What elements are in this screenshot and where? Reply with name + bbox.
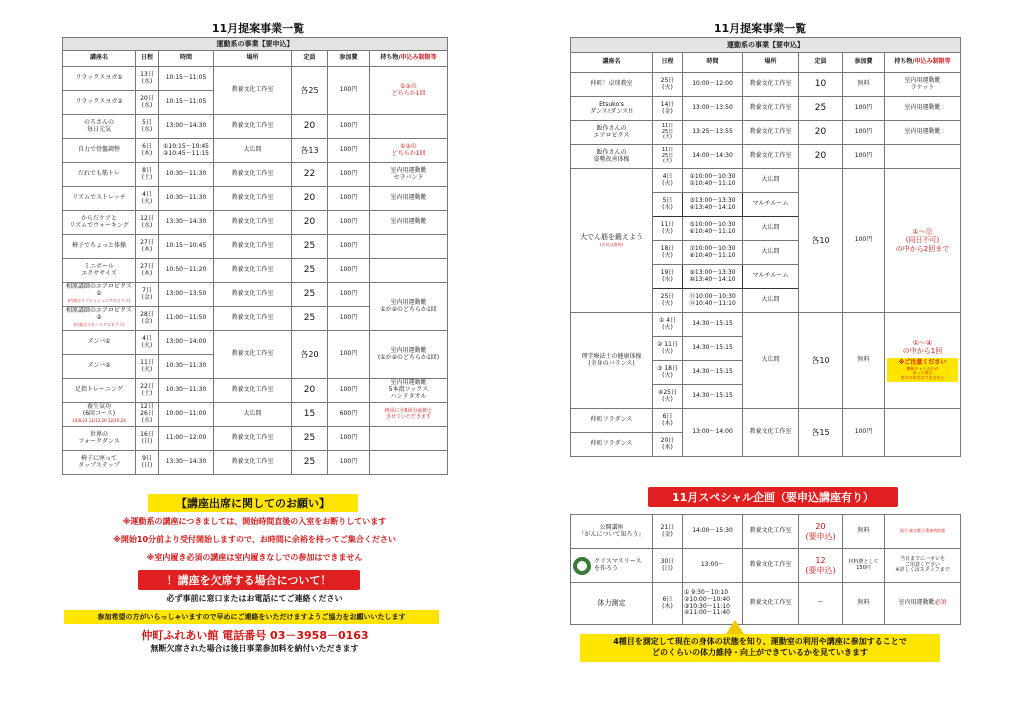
- table-cell: 足指トレーニング: [63, 379, 136, 403]
- table-cell: 18日 (火): [653, 241, 683, 265]
- table-row: [571, 145, 961, 169]
- table-cell: 100円: [328, 451, 370, 475]
- table-cell: 教養文化工作室: [214, 235, 292, 259]
- table-cell: 100円: [328, 187, 370, 211]
- cell-text: 相原講師のエアロビクス②: [66, 307, 132, 322]
- table-cell: 100円: [843, 121, 885, 145]
- table-cell: 10:50～11:20: [159, 259, 214, 283]
- col-capacity: 定員: [799, 53, 843, 73]
- cell-text: (内容はリフレッシュエアロビクス): [67, 297, 131, 303]
- table-cell: 教養文化工作室: [214, 451, 292, 475]
- table-cell: 12 (要申込): [799, 549, 843, 583]
- cell-text: ①～④ の中から1回: [902, 338, 943, 355]
- table-cell: 仲町フラダンス: [571, 433, 653, 457]
- table-row: [571, 97, 961, 121]
- table-cell: 22: [292, 163, 328, 187]
- table-cell: 25: [292, 283, 328, 307]
- table-cell: 室内用運動靴 ①か②のどちらか1回: [370, 283, 448, 331]
- cell-text: 養生気功 (6回コース): [82, 403, 116, 418]
- table-cell: 10:00～11:00: [159, 403, 214, 427]
- table-cell: 20: [292, 115, 328, 139]
- table-cell: 教養文化工作室: [214, 67, 292, 115]
- table-cell: Etsuko's ダンス!ダンス!!: [571, 97, 653, 121]
- table-cell: 各10: [799, 313, 843, 409]
- table-cell: 自力で骨盤調整: [63, 139, 136, 163]
- table-cell: 20日 (木): [653, 433, 683, 457]
- right-banner: 運動系の事業【要申込】: [571, 38, 961, 53]
- table-cell: リラックスヨガ①: [63, 67, 136, 91]
- table-cell: [63, 283, 136, 307]
- right-schedule-table: [570, 37, 961, 457]
- table-cell: 各20: [292, 331, 328, 379]
- table-cell: 室内用運動靴: [370, 187, 448, 211]
- table-cell: ミニボール エクササイズ: [63, 259, 136, 283]
- table-cell: 教養文化工作室: [214, 379, 292, 403]
- table-cell: ③13:00～13:30 ④13:40～14:10: [683, 193, 743, 217]
- table-cell: 14:30～15:15: [683, 385, 743, 409]
- table-cell: からだケアと リズムでウォーキング: [63, 211, 136, 235]
- special-heading: 11月スペシャル企画（要申込講座有り）: [648, 487, 898, 507]
- table-cell: 大広間: [743, 313, 799, 409]
- table-cell: 教養文化工作室: [743, 121, 799, 145]
- table-cell: 教養文化工作室: [743, 549, 799, 583]
- table-cell: 100円: [328, 211, 370, 235]
- table-row: [571, 169, 961, 193]
- table-cell: 22日 (土): [136, 379, 159, 403]
- table-cell: 教養文化工作室: [214, 283, 292, 307]
- table-row: [571, 515, 961, 549]
- table-cell: ③ 18日 (火): [653, 361, 683, 385]
- table-cell: 20: [799, 121, 843, 145]
- left-schedule-table: [62, 37, 448, 475]
- table-cell: 椅子に座って タップステップ: [63, 451, 136, 475]
- table-cell: 14:30～15:15: [683, 361, 743, 385]
- table-row: [63, 403, 448, 427]
- table-row: [571, 583, 961, 625]
- table-cell: のろさんの 毎日元気: [63, 115, 136, 139]
- table-cell: 100円: [328, 115, 370, 139]
- table-cell: 室内用運動靴: [885, 97, 961, 121]
- table-cell: 13:00～14:00: [683, 409, 743, 457]
- table-cell: 100円: [328, 235, 370, 259]
- table-cell: 12日 26日 (水): [136, 403, 159, 427]
- table-cell: 11日 (火): [653, 217, 683, 241]
- table-row: [571, 121, 961, 145]
- table-cell: 公開講座 『がんについて知ろう』: [571, 515, 653, 549]
- table-cell: 11日 (火): [136, 355, 159, 379]
- cell-text: 無断キャンセルが あった場合 室内の休会はできません: [900, 365, 945, 380]
- table-cell: 100円: [843, 409, 885, 457]
- table-cell: 20: [292, 187, 328, 211]
- table-cell: 25: [292, 259, 328, 283]
- table-cell: 無料: [843, 583, 885, 625]
- table-cell: 教養文化工作室: [743, 515, 799, 549]
- table-row: [63, 139, 448, 163]
- table-cell: だれでも筋トレ: [63, 163, 136, 187]
- table-row: [63, 163, 448, 187]
- wreath-icon: [573, 557, 591, 575]
- table-cell: 教養文化工作室: [214, 211, 292, 235]
- table-cell: 6日 (木): [653, 583, 683, 625]
- table-cell: 教養文化工作室: [214, 331, 292, 379]
- table-row: [571, 73, 961, 97]
- table-cell: 13:00～13:50: [683, 97, 743, 121]
- table-cell: 協力:東京都立墨東病院様: [885, 515, 961, 549]
- table-cell: 教養文化工作室: [743, 409, 799, 457]
- table-cell: 11日 25日 (火): [653, 145, 683, 169]
- table-cell: [885, 583, 961, 625]
- table-row: [63, 379, 448, 403]
- table-cell: ⑨13:00～13:30 ⑩13:40～14:10: [683, 265, 743, 289]
- col-date: 日程: [653, 53, 683, 73]
- right-title: 11月提案事業一覧: [713, 22, 807, 35]
- table-cell: 13:00～14:30: [159, 115, 214, 139]
- table-row: [63, 331, 448, 355]
- table-cell: リラックスヨガ②: [63, 91, 136, 115]
- table-cell: ① 4日 (火): [653, 313, 683, 337]
- table-cell: 100円: [328, 163, 370, 187]
- special-table: [570, 514, 961, 625]
- table-cell: 10:15～11:05: [159, 91, 214, 115]
- cell-text: (お尻の筋肉): [599, 241, 624, 247]
- table-cell: 大広間: [743, 169, 799, 193]
- table-cell: ①②の どちらか1回: [370, 67, 448, 115]
- cell-text: クリスマスリース を作ろう: [594, 557, 642, 572]
- table-cell: 15: [292, 403, 328, 427]
- col-capacity: 定員: [292, 51, 328, 67]
- col-fee: 参加費: [328, 51, 370, 67]
- table-cell: 各13: [292, 139, 328, 163]
- table-cell: 12日 (水): [136, 211, 159, 235]
- table-cell: 室内用運動靴 セラバンド: [370, 163, 448, 187]
- table-cell: 8日 (土): [136, 163, 159, 187]
- table-cell: 10:30～11:30: [159, 355, 214, 379]
- table-cell: [571, 549, 653, 583]
- table-cell: 椅子でちょっと体操: [63, 235, 136, 259]
- table-cell: 飯作さんの 姿勢改善体操: [571, 145, 653, 169]
- table-cell: 5日 (水): [653, 193, 683, 217]
- cell-text: 大でん筋を鍛えよう: [580, 232, 643, 241]
- table-cell: ①～⑫ (同日不可) の中から2回まで: [885, 169, 961, 313]
- cell-text: 10/8,22 11/12,26 12/10,24: [72, 417, 126, 423]
- table-cell: 室内用運動靴: [370, 211, 448, 235]
- table-cell: 25: [292, 427, 328, 451]
- table-cell: 25: [292, 451, 328, 475]
- table-cell: 教養文化工作室: [214, 427, 292, 451]
- table-cell: 各10: [799, 169, 843, 313]
- table-cell: 13:00～: [683, 549, 743, 583]
- table-cell: 理学療法士の健康体操 (全身のバランス): [571, 313, 653, 409]
- table-cell: 14:00～15:30: [683, 515, 743, 549]
- table-cell: [571, 169, 653, 313]
- table-cell: 100円: [328, 259, 370, 283]
- table-cell: 5日 (水): [136, 115, 159, 139]
- table-cell: 教養文化工作室: [214, 307, 292, 331]
- table-cell: [885, 145, 961, 169]
- table-cell: 100円: [328, 379, 370, 403]
- table-cell: 100円: [328, 67, 370, 115]
- table-cell: ⑦10:00～10:30 ⑧10:40～11:10: [683, 241, 743, 265]
- cell-text: 室内用運動靴: [898, 599, 935, 607]
- table-cell: ①～④ の中から1回 ※ご注意ください 無断キャンセルが あった場合 室内の休会はできません: [885, 313, 961, 409]
- table-cell: 仲町！卓球教室: [571, 73, 653, 97]
- table-cell: 9日 (日): [136, 451, 159, 475]
- table-cell: 27日 (木): [136, 235, 159, 259]
- table-cell: 16日 (日): [136, 427, 159, 451]
- table-cell: 25日 (火): [653, 289, 683, 313]
- table-cell: 100円: [843, 97, 885, 121]
- table-cell: 20: [292, 211, 328, 235]
- table-cell: 28日 (金): [136, 307, 159, 331]
- table-cell: 室内用運動靴 (①か②のどちらか1回): [370, 331, 448, 379]
- cell-text: 必須: [934, 599, 947, 607]
- table-cell: 10:30～11:30: [159, 379, 214, 403]
- table-row: [63, 259, 448, 283]
- cell-text: 相原講師のエアロビクス①: [66, 283, 132, 298]
- table-cell: 100円: [843, 169, 885, 313]
- table-cell: 20 (要申込): [799, 515, 843, 549]
- table-cell: 600円: [328, 403, 370, 427]
- table-cell: 11:00～12:00: [159, 427, 214, 451]
- absence-heading: ！講座を欠席する場合について！: [138, 570, 360, 590]
- table-row: [63, 211, 448, 235]
- contact-phone: 仲町ふれあい館 電話番号 03－3958－0163: [141, 629, 369, 642]
- table-cell: 100円: [328, 283, 370, 307]
- table-cell: ⑤10:00～10:30 ⑥10:40～11:10: [683, 217, 743, 241]
- table-row: [63, 451, 448, 475]
- table-cell: 25: [799, 97, 843, 121]
- table-cell: 大広間: [743, 289, 799, 313]
- table-row: [63, 187, 448, 211]
- table-cell: [370, 427, 448, 451]
- table-cell: ①10:00～10:30 ②10:40～11:10: [683, 169, 743, 193]
- table-cell: 11:00～11:50: [159, 307, 214, 331]
- table-cell: [63, 403, 136, 427]
- table-cell: [63, 307, 136, 331]
- table-cell: 6日 (木): [653, 409, 683, 433]
- table-cell: [370, 235, 448, 259]
- table-cell: 室内用運動靴 ラケット: [885, 73, 961, 97]
- table-row: [571, 409, 961, 433]
- table-cell: 体力測定: [571, 583, 653, 625]
- table-cell: ② 11日 (火): [653, 337, 683, 361]
- col-course: 講座名: [571, 53, 653, 73]
- table-row: [63, 283, 448, 307]
- table-cell: 25日 (火): [653, 73, 683, 97]
- left-title: 11月提案事業一覧: [211, 22, 305, 35]
- col-place: 場所: [214, 51, 292, 67]
- table-cell: 室内用運動靴 5本指ソックス ハンドタオル: [370, 379, 448, 403]
- table-cell: 教養文化工作室: [743, 145, 799, 169]
- table-cell: 10:30～11:30: [159, 163, 214, 187]
- table-cell: 10: [799, 73, 843, 97]
- notice-line: ※運動系の講座につきましては、開始時間直後の入室をお断りしています: [122, 517, 387, 526]
- table-cell: 100円: [328, 427, 370, 451]
- table-cell: 各15: [799, 409, 843, 457]
- table-cell: 20: [292, 379, 328, 403]
- table-cell: 教養文化工作室: [743, 73, 799, 97]
- table-cell: ①10:15～10:45 ②10:45～11:15: [159, 139, 214, 163]
- table-cell: 教養文化工作室: [214, 259, 292, 283]
- table-cell: 材料費として 150円: [843, 549, 885, 583]
- table-cell: 大広間: [743, 217, 799, 241]
- col-fee: 参加費: [843, 53, 885, 73]
- table-cell: 仲町フラダンス: [571, 409, 653, 433]
- notice-line: ※室内履き必須の講座は室内履きなしでの参加はできません: [146, 553, 363, 562]
- absence-request: 参加希望の方がいらっしゃいますので早めにご連絡をいただけますようご協力をお願いいたします: [64, 610, 439, 624]
- table-row: [63, 115, 448, 139]
- table-cell: マルチルーム: [743, 265, 799, 289]
- table-cell: 13:00～13:50: [159, 283, 214, 307]
- col-time: 時間: [683, 53, 743, 73]
- table-cell: 大広間: [743, 241, 799, 265]
- table-cell: 無料: [843, 515, 885, 549]
- table-cell: 4日 (火): [136, 331, 159, 355]
- col-items: 持ち物/申込み制限等: [885, 53, 961, 73]
- table-cell: 100円: [328, 139, 370, 163]
- table-row: [63, 427, 448, 451]
- table-cell: 室内用運動靴: [885, 121, 961, 145]
- table-cell: 飯作さんの エアロビクス: [571, 121, 653, 145]
- absence-line: 必ず事前に窓口またはお電話にてご連絡ください: [166, 594, 343, 603]
- table-cell: [370, 451, 448, 475]
- table-cell: 10:30～11:30: [159, 187, 214, 211]
- table-cell: 14日 (金): [653, 97, 683, 121]
- fee-note: 無断欠席された場合は後日事業参加料を納付いただきます: [150, 644, 359, 653]
- measurement-callout: 4種目を測定して現在の身体の状態を知り、運動室の利用や講座に参加することで どのくらいの体力維持・向上ができているかを見ていきます: [580, 634, 940, 662]
- table-cell: 10:00～12:00: [683, 73, 743, 97]
- table-row: [571, 313, 961, 337]
- table-cell: [885, 409, 961, 457]
- table-cell: 教養文化工作室: [743, 583, 799, 625]
- table-cell: 100円: [328, 331, 370, 379]
- table-cell: 大広間: [214, 139, 292, 163]
- col-date: 日程: [136, 51, 159, 67]
- table-cell: 20日 (水): [136, 91, 159, 115]
- table-cell: 20: [799, 145, 843, 169]
- table-cell: ー: [799, 583, 843, 625]
- table-cell: ①②の どちらか1回: [370, 139, 448, 163]
- col-items: 持ち物/申込み制限等: [370, 51, 448, 67]
- col-time: 時間: [159, 51, 214, 67]
- left-banner: 運動系の事業【要申込】: [63, 38, 448, 51]
- table-cell: 14:00～14:30: [683, 145, 743, 169]
- table-cell: 世界の フォークダンス: [63, 427, 136, 451]
- table-row: [63, 235, 448, 259]
- table-cell: 100円: [843, 145, 885, 169]
- notice-heading: 【講座出席に関してのお願い】: [148, 494, 358, 512]
- table-cell: 教養文化工作室: [214, 187, 292, 211]
- table-cell: 30日 (日): [653, 549, 683, 583]
- table-cell: 25: [292, 235, 328, 259]
- table-cell: 10:15～11:05: [159, 67, 214, 91]
- table-cell: [370, 259, 448, 283]
- table-cell: リズムでストレッチ: [63, 187, 136, 211]
- table-cell: 大広間: [214, 403, 292, 427]
- col-course: 講座名: [63, 51, 136, 67]
- table-cell: 教養文化工作室: [214, 163, 292, 187]
- table-cell: 13:30～14:30: [159, 451, 214, 475]
- table-cell: [370, 115, 448, 139]
- table-cell: 19日 (水): [653, 265, 683, 289]
- table-cell: 21日 (金): [653, 515, 683, 549]
- table-cell: 4日 (火): [136, 187, 159, 211]
- table-cell: 教養文化工作室: [743, 97, 799, 121]
- table-cell: 教養文化工作室: [214, 115, 292, 139]
- table-cell: 14:30～15:15: [683, 337, 743, 361]
- table-row: [63, 67, 448, 91]
- table-cell: ズンバ②: [63, 355, 136, 379]
- table-cell: 25: [292, 307, 328, 331]
- table-cell: 100円: [328, 307, 370, 331]
- table-cell: 13日 (水): [136, 67, 159, 91]
- col-place: 場所: [743, 53, 799, 73]
- table-cell: ズンバ①: [63, 331, 136, 355]
- table-cell: 13:00～14:00: [159, 331, 214, 355]
- table-row: [571, 549, 961, 583]
- table-cell: 13:30～14:30: [159, 211, 214, 235]
- table-cell: ⑪10:00～10:30 ⑫10:40～11:10: [683, 289, 743, 313]
- table-cell: 14:30～15:15: [683, 313, 743, 337]
- table-cell: 10:15～10:45: [159, 235, 214, 259]
- table-cell: 27日 (木): [136, 259, 159, 283]
- callout-arrow-icon: [726, 620, 744, 634]
- table-cell: ① 9:30～10:10 ②10:00～10:40 ③10:30～11:10 ④11:00～11:40: [683, 583, 743, 625]
- cell-text: (内容はスローエアロビクス): [73, 321, 125, 327]
- table-cell: 13:25～13:55: [683, 121, 743, 145]
- table-cell: 11日 25日 (火): [653, 121, 683, 145]
- table-cell: マルチルーム: [743, 193, 799, 217]
- notice-line: ※開始10分前より受付開始しますので、お時間に余裕を持ってご集合ください: [113, 535, 396, 544]
- table-cell: 4日 (火): [653, 169, 683, 193]
- table-cell: 当日までにハギレを ご用意ください ※詳しくはスタッフまで: [885, 549, 961, 583]
- table-cell: 6日 (木): [136, 139, 159, 163]
- table-cell: ④25日 (火): [653, 385, 683, 409]
- table-cell: 無料: [843, 313, 885, 409]
- table-cell: 無料: [843, 73, 885, 97]
- table-cell: 各25: [292, 67, 328, 115]
- table-cell: 7日 (金): [136, 283, 159, 307]
- table-cell: 初回に全6回分前納と させていただきます: [370, 403, 448, 427]
